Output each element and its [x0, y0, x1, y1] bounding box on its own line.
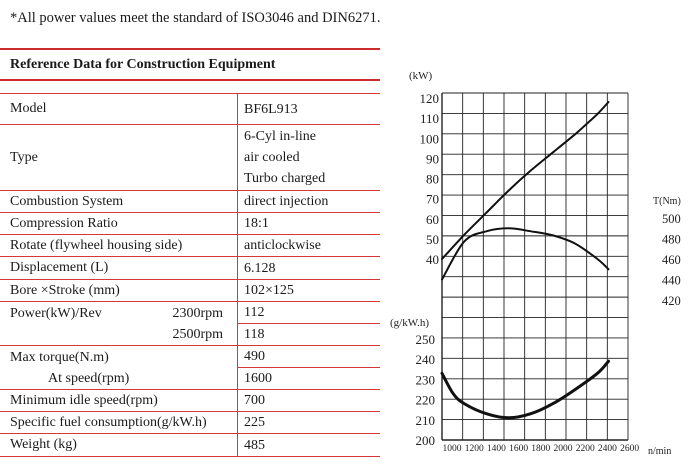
x-tick-label: 1200 — [464, 444, 484, 454]
x-tick-label: 1000 — [442, 444, 462, 454]
weight-value: 485 — [238, 434, 381, 457]
idle-value: 700 — [238, 390, 381, 412]
fuel-tick-label: 200 — [415, 433, 435, 448]
power-value-1: 112 — [238, 302, 380, 324]
torque-tick-label: 480 — [662, 232, 681, 247]
type-value — [238, 125, 381, 191]
table-row — [0, 412, 380, 434]
torque-tick-label: 460 — [662, 253, 681, 267]
power-tick-label: 70 — [426, 191, 439, 207]
rotate-label: Rotate (flywheel housing side) — [10, 237, 183, 253]
table-row — [0, 434, 380, 457]
power-tick-label: 80 — [426, 171, 439, 187]
displacement-value: 6.128 — [238, 257, 381, 280]
sfc-value: 225 — [238, 412, 381, 434]
table-row — [0, 235, 380, 257]
type-label: Type — [10, 149, 38, 165]
type-value-line: 6-Cyl in-line — [244, 129, 316, 144]
rotate-value: anticlockwise — [238, 235, 381, 257]
fuel-tick-label: 240 — [415, 352, 435, 368]
power-tick-label: 100 — [419, 131, 439, 147]
model-label: Model — [10, 101, 47, 116]
power-value-2: 118 — [244, 327, 265, 342]
power-rpm-2: 2500rpm — [172, 327, 223, 342]
bore-label: Bore ×Stroke (mm) — [10, 282, 120, 298]
power-label: Power(kW)/Rev — [10, 306, 102, 321]
x-axis-label: n/min — [648, 446, 672, 457]
power-rpm-1: 2300rpm — [172, 306, 223, 321]
table-row — [0, 213, 380, 235]
idle-label: Minimum idle speed(rpm) — [10, 392, 158, 408]
combustion-value: direct injection — [238, 191, 381, 213]
x-tick-label: 2200 — [575, 444, 595, 454]
table-row — [0, 191, 380, 213]
table-row — [0, 302, 380, 346]
fuel-axis-label: (g/kW.h) — [390, 317, 430, 329]
type-value-line: air cooled — [244, 150, 300, 165]
x-tick-label: 1600 — [509, 444, 529, 454]
compression-value: 18:1 — [238, 213, 381, 235]
torque-value: 490 — [238, 346, 380, 368]
fuel-tick-label: 230 — [415, 372, 435, 388]
type-value-line: Turbo charged — [244, 171, 326, 186]
displacement-label: Displacement (L) — [10, 260, 109, 275]
power-tick-label: 110 — [419, 111, 439, 127]
power-value-cell — [238, 302, 381, 346]
table-row — [0, 257, 380, 280]
speed-value: 1600 — [244, 371, 272, 386]
power-tick-label: 120 — [419, 91, 439, 106]
power-tick-label: 40 — [426, 252, 439, 267]
power-tick-label: 50 — [426, 231, 439, 247]
speed-label: At speed(rpm) — [48, 370, 130, 386]
x-tick-label: 1800 — [531, 444, 551, 454]
torque-tick-label: 500 — [662, 212, 681, 226]
fuel-tick-label: 220 — [415, 392, 435, 408]
table-row — [0, 346, 380, 390]
bore-value: 102×125 — [238, 280, 381, 302]
standard-note: *All power values meet the standard of ISO3046 and DIN6271. — [10, 10, 381, 26]
x-tick-label: 2000 — [553, 444, 573, 454]
x-tick-label: 2600 — [620, 444, 640, 454]
torque-label-cell — [0, 346, 238, 390]
table-row — [0, 125, 380, 191]
fuel-tick-label: 210 — [415, 412, 435, 428]
torque-value-cell — [238, 346, 381, 390]
torque-tick-label: 440 — [662, 273, 681, 288]
torque-label: Max torque(N.m) — [10, 349, 109, 365]
weight-label: Weight (kg) — [10, 437, 77, 452]
table-title: Reference Data for Construction Equipment — [0, 48, 380, 81]
reference-data-table — [0, 48, 380, 457]
x-tick-label: 2400 — [597, 444, 617, 454]
performance-chart-svg — [380, 48, 697, 469]
power-axis-label: (kW) — [409, 70, 433, 82]
performance-chart — [380, 48, 697, 469]
x-tick-label: 1400 — [486, 444, 506, 454]
fuel-tick-label: 250 — [415, 332, 435, 347]
combustion-label: Combustion System — [10, 193, 124, 209]
power-label-cell — [0, 302, 238, 346]
torque-axis-label: T(Nm) — [653, 196, 681, 207]
power-tick-label: 60 — [426, 211, 439, 227]
power-tick-label: 90 — [426, 151, 439, 167]
table-row — [0, 94, 380, 125]
torque-tick-label: 420 — [662, 294, 681, 308]
sfc-label: Specific fuel consumption(g/kW.h) — [10, 414, 207, 430]
fuel-consumption-curve — [442, 361, 609, 418]
table-row — [0, 390, 380, 412]
model-value: BF6L913 — [238, 94, 381, 125]
compression-label: Compression Ratio — [10, 215, 118, 231]
table-row — [0, 280, 380, 302]
